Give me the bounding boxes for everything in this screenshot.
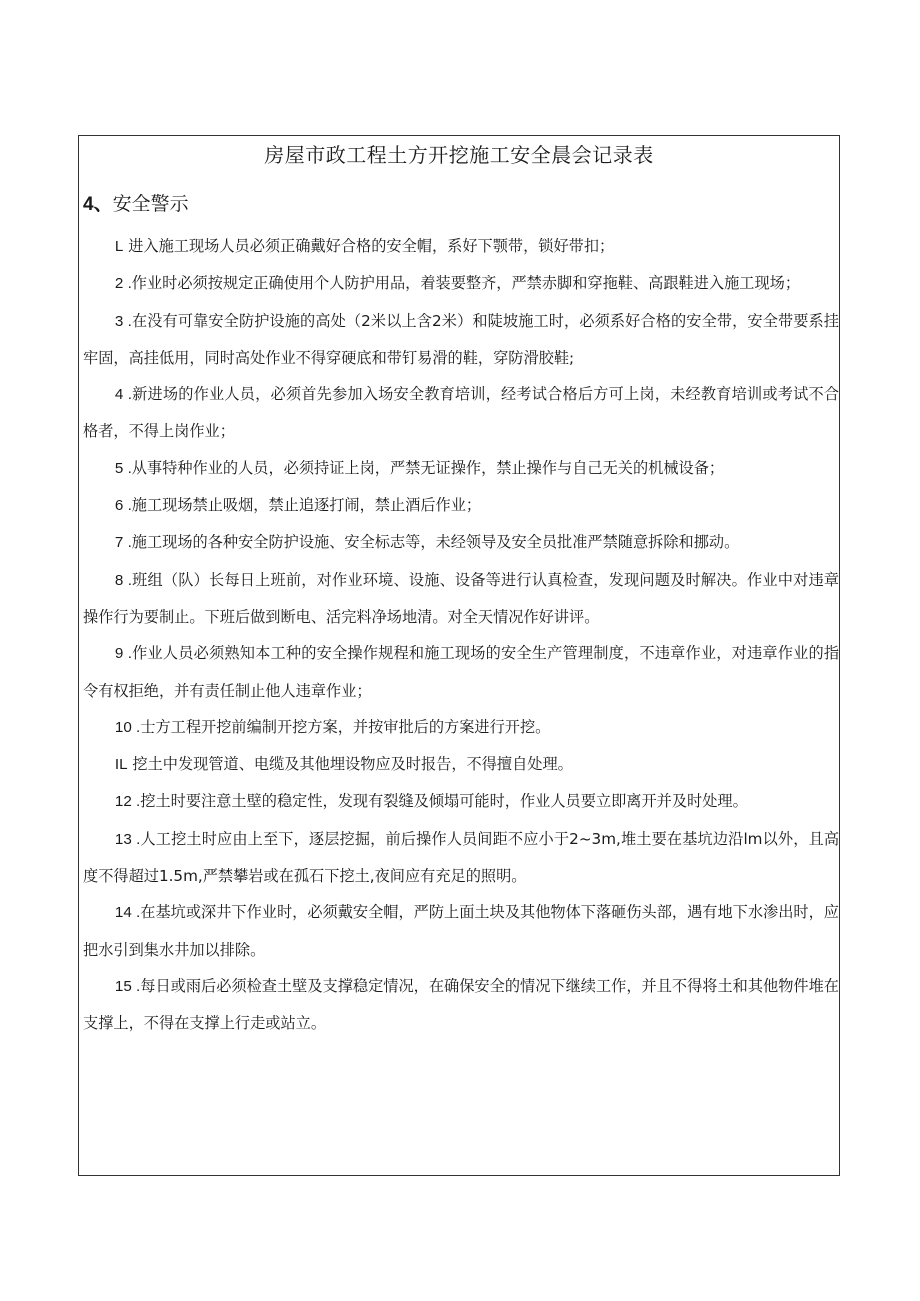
item-number: 15 .: [114, 977, 141, 995]
list-item: [83, 783, 839, 820]
item-text: 挖土中发现管道、电缆及其他埋设物应及时报告，不得擅自处理。: [132, 755, 573, 774]
list-item: [83, 968, 839, 1042]
list-item: [83, 228, 839, 265]
item-text: 施工现场禁止吸烟，禁止追逐打闹，禁止酒后作业；: [131, 496, 482, 515]
item-text: 进入施工现场人员必须正确戴好合格的安全帽，系好下颚带，锁好带扣；: [128, 237, 615, 255]
safety-warning-list: [83, 228, 839, 1042]
list-item: [83, 524, 839, 561]
list-item: [83, 487, 839, 524]
item-text: 班组（队）长每日上班前，对作业环境、设施、设备等进行认真检查，发现问题及时解决。作业中对违章操作行为要制止。下班后做到断电、活完料净场地清。对全天情况作好讲评。: [83, 570, 840, 626]
item-text: 挖土时要注意土壁的稳定性，发现有裂缝及倾塌可能时，作业人员要立即离开并及时处理。: [140, 792, 748, 811]
list-item: [83, 303, 839, 377]
item-number: L: [114, 238, 124, 255]
section-number: 4、: [83, 194, 113, 215]
list-item: [83, 376, 839, 450]
list-item: [83, 450, 839, 487]
item-text: 施工现场的各种安全防护设施、安全标志等，未经领导及安全员批准严禁随意拆除和挪动。: [131, 533, 740, 552]
item-number: 7 .: [114, 534, 132, 552]
item-number: 8 .: [114, 571, 132, 589]
list-item: [83, 562, 839, 636]
item-number: 13 .: [114, 830, 141, 848]
item-number: 10 .: [114, 718, 141, 736]
list-item: [83, 635, 839, 709]
section-title: 安全警示: [112, 193, 189, 215]
item-number: 6 .: [114, 497, 132, 515]
item-number: 9 .: [114, 645, 132, 663]
item-text: 在没有可靠安全防护设施的高处（2米以上含2米）和陡坡施工时，必须系好合格的安全带，安全带要系挂牢固，高挂低用，同时高处作业不得穿硬底和带钉易滑的鞋，穿防滑胶鞋;: [83, 311, 839, 367]
item-number: 4 .: [114, 386, 132, 404]
item-number: 2 .: [114, 275, 132, 293]
item-text: 新进场的作业人员，必须首先参加入场安全教育培训，经考试合格后方可上岗，未经教育培训或考试不合格者，不得上岗作业；: [83, 385, 840, 441]
document-title: 房屋市政工程土方开挖施工安全晨会记录表: [264, 143, 654, 167]
section-heading: [83, 191, 189, 218]
item-number: 12 .: [114, 793, 141, 811]
item-text: 人工挖土时应由上至下，逐层挖掘，前后操作人员间距不应小于2~3m,堆土要在基坑边沿lm以外，且高度不得超过1.5m,严禁攀岩或在孤石下挖土,夜间应有充足的照明。: [83, 829, 840, 886]
item-number: 14 .: [114, 904, 141, 922]
list-item: [83, 821, 839, 895]
item-text: 作业时必须按规定正确使用个人防护用品，着装要整齐，严禁赤脚和穿拖鞋、高跟鞋进入施工现场；: [131, 274, 801, 293]
item-text: 每日或雨后必须检查土壁及支撑稳定情况，在确保安全的情况下继续工作，并且不得将土和其他物件堆在支撑上，不得在支撑上行走或站立。: [83, 976, 839, 1033]
list-item: [83, 746, 839, 783]
item-number: IL: [114, 756, 128, 774]
list-item: [83, 709, 839, 746]
item-text: 作业人员必须熟知本工种的安全操作规程和施工现场的安全生产管理制度，不违章作业，对违章作业的指令有权拒绝，并有责任制止他人违章作业；: [83, 644, 840, 700]
item-number: 5 .: [114, 459, 132, 477]
item-text: 在基坑或深井下作业时，必须戴安全帽，严防上面土块及其他物体下落砸伤头部，遇有地下水渗出时，应把水引到集水井加以排除。: [83, 903, 839, 959]
item-text: 从事特种作业的人员，必须持证上岗，严禁无证操作，禁止操作与自己无关的机械设备；: [131, 458, 725, 477]
record-table: [78, 135, 840, 1176]
item-number: 3 .: [114, 312, 132, 330]
list-item: [83, 894, 839, 968]
list-item: [83, 265, 839, 302]
item-text: 士方工程开挖前编制开挖方案，并按审批后的方案进行开挖。: [140, 717, 551, 736]
